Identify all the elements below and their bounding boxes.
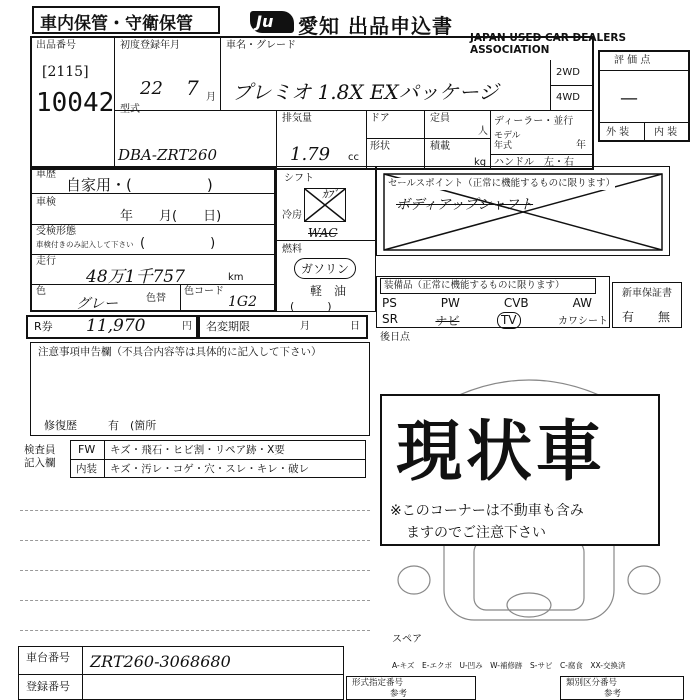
rating-value: — xyxy=(620,88,638,109)
shift-value: ｶﾌﾞ xyxy=(322,188,339,201)
lot-number: 10042 xyxy=(36,88,115,118)
warranty-no: 無 xyxy=(658,310,671,324)
door-label: ドア xyxy=(370,113,390,124)
car-name-label: 車名・グレード xyxy=(226,40,296,51)
inspection-label: 車検 xyxy=(36,197,56,208)
spare-label: スペア xyxy=(392,634,422,645)
warranty-label: 新車保証書 xyxy=(622,288,672,299)
km-unit: km xyxy=(228,272,244,283)
inspector-label: 検査員 記入欄 xyxy=(24,444,56,469)
equipment-ps: PS xyxy=(382,296,397,310)
rating-interior: 内 装 xyxy=(654,127,678,138)
lot-label: 出品番号 xyxy=(36,40,76,51)
registration-year: 22 xyxy=(140,78,163,99)
color-value: グレー xyxy=(76,296,118,312)
equipment-sr: SR xyxy=(382,312,398,326)
rating-label: 評 価 点 xyxy=(614,55,651,66)
history-label: 車歴 xyxy=(36,169,56,180)
load-label: 積載 xyxy=(430,141,450,152)
fuel-label: 燃料 xyxy=(282,244,302,255)
equipment-navi: ナビ xyxy=(435,314,460,328)
lot-bracket: [2115] xyxy=(42,64,89,80)
repair-label: 修復歴 xyxy=(44,419,77,432)
dealer-label: ディーラー・並行 xyxy=(494,116,574,127)
year-unit: 年 xyxy=(576,140,586,151)
model-value: DBA-ZRT260 xyxy=(118,146,218,164)
status-note-2: ますのでご注意下さい xyxy=(406,525,546,541)
type-designation-ref: 参考 xyxy=(390,689,408,699)
registration-label: 初度登録年月 xyxy=(120,40,180,51)
shape-label: 形状 xyxy=(370,141,390,152)
displacement-value: 1.79 xyxy=(290,144,331,165)
model-label: 型式 xyxy=(120,104,140,115)
inspector-int-label: 内装 xyxy=(76,463,97,475)
capacity-label: 定員 xyxy=(430,113,450,124)
chassis-number: ZRT260-3068680 xyxy=(90,652,231,671)
r-ticket-label: R券 xyxy=(34,320,53,333)
reception-label: 受検形態 xyxy=(36,226,76,237)
sales-point-value: ボディアップシャフト xyxy=(396,197,534,213)
category-ref: 参考 xyxy=(604,689,622,699)
equipment-pw: PW xyxy=(440,296,460,310)
repair-value: 有 (箇所 xyxy=(108,419,157,432)
r-ticket-value: 11,970 xyxy=(86,316,146,336)
warranty-yes: 有 xyxy=(622,310,635,324)
cooler-value: WAC xyxy=(308,226,338,240)
cooler-label: 冷房 xyxy=(282,210,302,221)
mileage-value: 48万1千757 xyxy=(86,267,185,287)
rating-exterior: 外 装 xyxy=(606,127,630,138)
registration-month: 7 xyxy=(186,76,199,100)
handle-label: ハンドル 左・右 xyxy=(494,157,574,168)
storage-label: 車内保管・守衛保管 xyxy=(40,14,193,34)
status-note-1: ※このコーナーは不動車も含み xyxy=(390,503,584,519)
fuel-paren: ( ) xyxy=(290,300,332,313)
fuel-diesel: 軽 油 xyxy=(310,284,347,298)
cc-unit: cc xyxy=(348,152,359,163)
kg-unit: kg xyxy=(474,157,487,168)
displacement-label: 排気量 xyxy=(282,113,312,124)
after-inspection-label: 後日点 xyxy=(380,332,410,343)
type-designation-label: 形式指定番号 xyxy=(352,678,404,688)
notes-label: 注意事項申告欄（不具合内容等は具体的に記入して下さい） xyxy=(38,346,322,358)
person-unit: 人 xyxy=(478,126,488,137)
chassis-label: 車台番号 xyxy=(26,651,70,664)
status-big-text: 現状車 xyxy=(396,413,606,490)
category-label: 類別区分番号 xyxy=(566,678,618,688)
equipment-label: 装備品（正常に機能するものに限ります） xyxy=(384,280,565,291)
fuel-gasoline: ガソリン xyxy=(294,258,356,279)
inspection-value: 年 月( 日) xyxy=(120,209,222,224)
reception-value: ( ) xyxy=(140,236,216,251)
color-swap-label: 色替 xyxy=(146,293,166,304)
registration-month-unit: 月 xyxy=(206,92,216,103)
equipment-items xyxy=(382,296,610,329)
history-value: 自家用・( ) xyxy=(66,176,213,194)
drive-2wd: 2WD xyxy=(556,67,580,78)
sales-point-label: セールスポイント（正常に機能するものに限ります） xyxy=(388,178,616,189)
color-code-label: 色コード xyxy=(184,286,224,297)
damage-legend: A-キズ E-エクボ U-凹み W-補修跡 S-サビ C-腐食 XX-交換済 xyxy=(392,661,626,670)
r-ticket-unit: 円 xyxy=(182,321,192,332)
ju-logo xyxy=(250,11,294,33)
form-title: 愛知 出品申込書 xyxy=(298,14,453,38)
model-year-label: モデル 年式 xyxy=(494,131,521,151)
ju-logo-text: Ju xyxy=(256,12,274,31)
equipment-cvb: CVB xyxy=(503,296,529,310)
inspector-fw-text: キズ・飛石・ヒビ割・リペア跡・X要 xyxy=(110,444,285,456)
color-label: 色 xyxy=(36,286,46,297)
color-code-value: 1G2 xyxy=(228,294,257,310)
reception-note: 車検付きのみ記入して下さい xyxy=(36,240,134,249)
inspector-int-text: キズ・汚レ・コゲ・穴・スレ・キレ・破レ xyxy=(110,463,310,475)
shift-label: シフト xyxy=(284,173,314,184)
drive-4wd: 4WD xyxy=(556,92,580,103)
car-name: プレミオ 1.8X EXパッケージ xyxy=(232,80,499,104)
equipment-tv: TV xyxy=(497,312,521,329)
mileage-label: 走行 xyxy=(36,256,56,267)
association-name: JAPAN USED CAR DEALERS ASSOCIATION xyxy=(470,32,627,56)
equipment-seat: カワシート xyxy=(557,316,608,327)
deadline-month: 月 xyxy=(300,321,310,332)
reg-label: 登録番号 xyxy=(26,680,70,693)
equipment-aw: AW xyxy=(572,296,592,310)
inspector-fw-label: FW xyxy=(78,443,96,456)
deadline-day: 日 xyxy=(350,321,360,332)
deadline-label: 名変期限 xyxy=(206,320,250,333)
